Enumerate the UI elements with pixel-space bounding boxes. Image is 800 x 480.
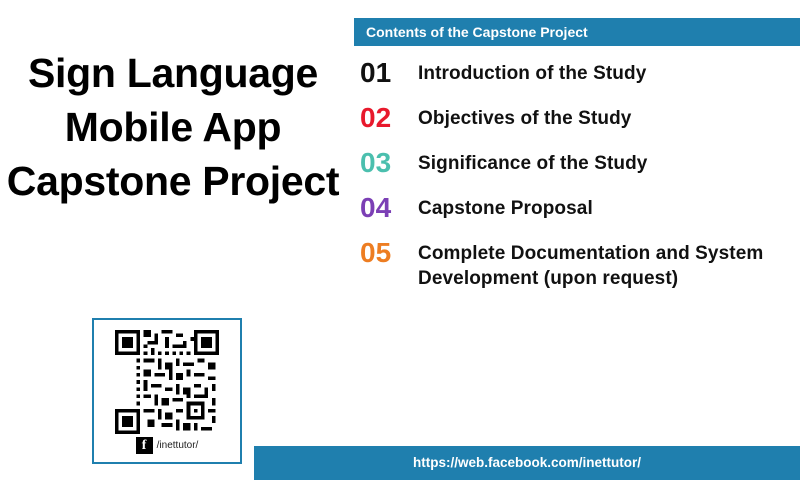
- qr-card-footer: [94, 437, 240, 454]
- list-item: [360, 190, 800, 226]
- facebook-icon: f: [136, 437, 153, 454]
- toc-number: 01: [360, 57, 392, 88]
- toc-number: 02: [360, 102, 392, 133]
- left-panel: [0, 0, 350, 480]
- toc-number: 05: [360, 237, 392, 268]
- toc-number: 03: [360, 147, 392, 178]
- right-panel: [350, 0, 800, 480]
- toc-label: Objectives of the Study: [418, 108, 632, 129]
- footer-url[interactable]: https://web.facebook.com/inettutor/: [254, 446, 800, 480]
- toc-label: Capstone Proposal: [418, 198, 593, 219]
- list-item: [360, 145, 800, 181]
- table-of-contents: [360, 55, 800, 300]
- toc-label: Significance of the Study: [418, 153, 648, 174]
- toc-number: 04: [360, 192, 392, 223]
- toc-label: Introduction of the Study: [418, 63, 647, 84]
- list-item: [360, 235, 800, 291]
- page-title: Sign Language Mobile App Capstone Project: [6, 50, 340, 205]
- qr-code-image: [111, 330, 223, 434]
- toc-label: Complete Documentation and System Development (upon request): [418, 243, 764, 290]
- contents-header: Contents of the Capstone Project: [354, 18, 800, 46]
- facebook-handle: /inettutor/: [156, 440, 199, 451]
- list-item: [360, 55, 800, 91]
- qr-card: [92, 318, 242, 464]
- list-item: [360, 100, 800, 136]
